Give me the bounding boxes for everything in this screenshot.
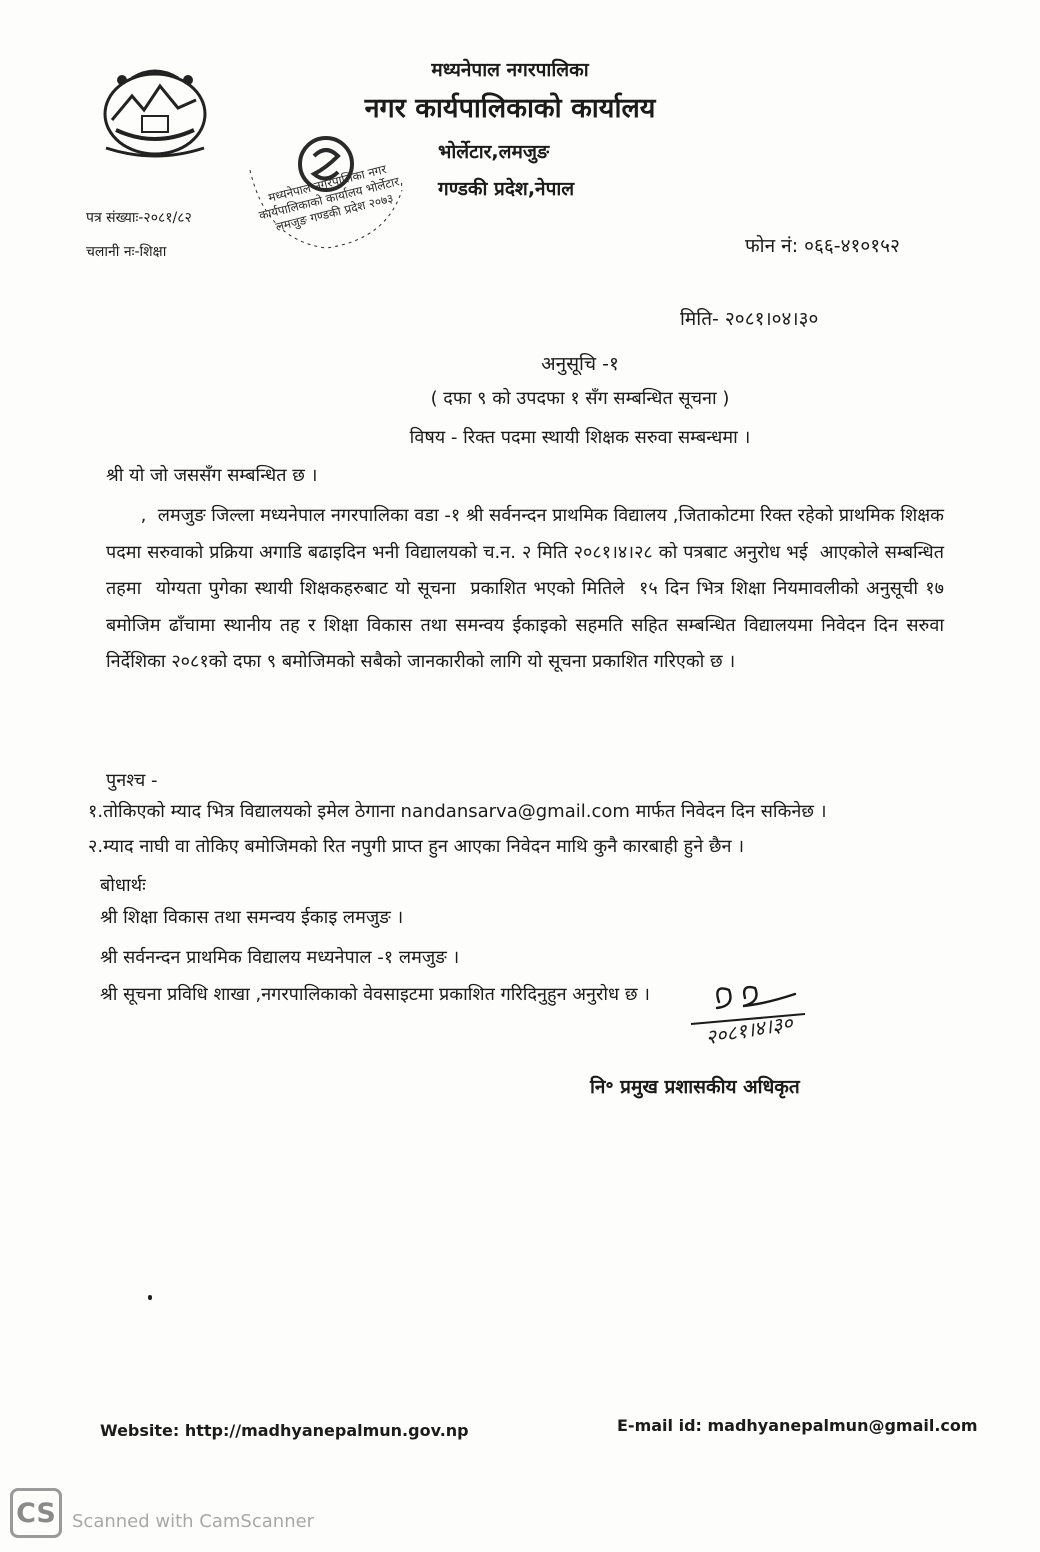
postscript-heading: पुनश्च - <box>106 770 158 791</box>
footer-website: Website: http://madhyanepalmun.gov.np <box>100 1421 469 1440</box>
cc-item: श्री सर्वनन्दन प्राथमिक विद्यालय मध्यनेपाल -१ लमजुङ । <box>100 947 460 968</box>
phone-number: फोन नं: ०६६-४१०१५२ <box>745 235 900 257</box>
postscript-item: १.तोकिएको म्याद भित्र विद्यालयको इमेल ठेगाना nandansarva@gmail.com मार्फत निवेदन दिन सकिनेछ । <box>88 801 827 822</box>
annex-heading: अनुसूचि -१ <box>541 353 619 375</box>
camscanner-watermark: Scanned with CamScanner <box>72 1511 315 1532</box>
office-name: नगर कार्यपालिकाको कार्यालय <box>364 93 656 124</box>
signatory-title: नि॰ प्रमुख प्रशासकीय अधिकृत <box>590 1076 800 1098</box>
letter-date: मिति- २०८१।०४।३० <box>680 308 819 330</box>
office-stamp-text: मध्यनेपाल नगरपालिका नगर कार्यपालिकाको कार्यालय भोर्लेटार, लमजुङ गण्डकी प्रदेश २०७३ <box>257 162 405 234</box>
cc-heading: बोधार्थः <box>100 875 146 896</box>
notice-subject: विषय - रिक्त पदमा स्थायी शिक्षक सरुवा सम्बन्धमा । <box>409 427 751 448</box>
salutation: श्री यो जो जससँग सम्बन्धित छ । <box>106 465 318 486</box>
dispatch-number: चलानी नः-शिक्षा <box>86 244 167 260</box>
cc-item: श्री शिक्षा विकास तथा समन्वय ईकाइ लमजुङ । <box>100 907 404 928</box>
address-line-1: भोर्लेटार,लमजुङ <box>438 141 550 163</box>
postscript-item: २.म्याद नाघी वा तोकिए बमोजिमको रित नपुगी प्राप्त हुन आएका निवेदन माथि कुनै कारबाही हुने छैन । <box>88 836 745 857</box>
cc-item: श्री सूचना प्रविधि शाखा ,नगरपालिकाको वेवसाइटमा प्रकाशित गरिदिनुहुन अनुरोध छ । <box>100 984 650 1005</box>
notice-body: ‚ लमजुङ जिल्ला मध्यनेपाल नगरपालिका वडा -१ श्री सर्वनन्दन प्राथमिक विद्यालय ,जिताकोटमा रिक्त रहेको प्राथमिक शिक्षक पदमा सरुवाको प्रक्रिया अगाडि बढाइदिन भनी विद्यालयको च.न. २ मिति २०८१।४।२८ को पत्रबाट अनुरोध भई आएकोले सम्बन्धित तहमा योग्यता पुगेका स्थायी शिक्षकहरुबाट यो सूचना प्रकाशित भएको मितिले १५ दिन भित्र शिक्षा नियमावलीको अनुसूची १७ बमोजिम ढाँचामा स्थानीय तह र शिक्षा विकास तथा समन्वय ईकाइको सहमति सहित सम्बन्धित विद्यालयमा निवेदन दिन सरुवा निर्देशिका २०८१को दफा ९ बमोजिमको सबैको जानकारीको लागि यो सूचना प्रकाशित गरिएको छ । <box>106 505 950 672</box>
signature-date: २०८१।४।३० <box>703 1010 795 1050</box>
scan-speck <box>148 1295 152 1300</box>
camscanner-logo: CS <box>10 1488 62 1538</box>
nepal-government-emblem <box>92 60 218 164</box>
org-name: मध्यनेपाल नगरपालिका <box>431 59 589 81</box>
address-line-2: गण्डकी प्रदेश,नेपाल <box>438 178 575 200</box>
clause-reference: ( दफा ९ को उपदफा १ सँग सम्बन्धित सूचना ) <box>430 388 730 409</box>
letter-number: पत्र संख्याः-२०८१/८२ <box>86 210 192 226</box>
footer-email: E-mail id: madhyanepalmun@gmail.com <box>617 1416 978 1435</box>
